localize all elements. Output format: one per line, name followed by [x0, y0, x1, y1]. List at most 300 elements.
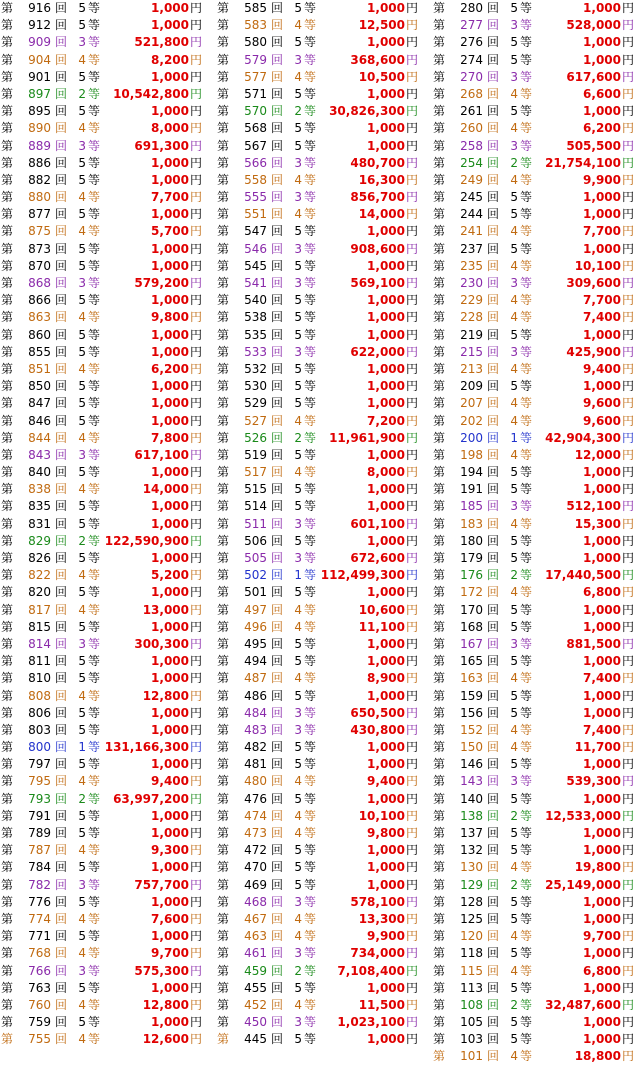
- draw-number: 170: [460, 602, 483, 617]
- yen-marker: 円: [406, 447, 419, 462]
- result-row: [433, 275, 637, 292]
- prize-amount: 1,000: [367, 86, 405, 101]
- result-row: [1, 69, 205, 86]
- prize-grade: 5: [510, 911, 518, 926]
- yen-marker: 円: [406, 568, 419, 583]
- draw-number: 766: [28, 963, 51, 978]
- kai-marker: 回: [55, 104, 68, 119]
- kai-marker: 回: [55, 396, 68, 411]
- tou-marker: 等: [304, 310, 317, 325]
- result-row: [1, 120, 205, 137]
- tou-marker: 等: [304, 430, 317, 445]
- prize-amount: 9,700: [151, 946, 189, 961]
- draw-number: 455: [244, 980, 267, 995]
- tou-marker: 等: [88, 482, 101, 497]
- prize-amount: 1,000: [367, 654, 405, 669]
- prize-grade: 4: [510, 585, 518, 600]
- prize-amount: 691,300: [134, 138, 189, 153]
- draw-number: 530: [244, 379, 267, 394]
- draw-number: 793: [28, 791, 51, 806]
- tou-marker: 等: [520, 894, 533, 909]
- yen-marker: 円: [406, 757, 419, 772]
- prize-amount: 569,100: [350, 276, 405, 290]
- draw-number: 555: [244, 190, 267, 205]
- dai-prefix: 第: [1, 929, 14, 944]
- tou-marker: 等: [520, 860, 533, 875]
- tou-marker: 等: [88, 860, 101, 875]
- result-row: [433, 155, 637, 172]
- prize-amount: 1,000: [367, 791, 405, 806]
- yen-marker: 円: [190, 791, 203, 806]
- tou-marker: 等: [88, 241, 101, 256]
- prize-grade: 5: [294, 860, 302, 875]
- prize-grade: 5: [294, 447, 302, 462]
- tou-marker: 等: [304, 585, 317, 600]
- prize-grade: 3: [294, 551, 302, 565]
- prize-grade: 3: [78, 636, 86, 651]
- result-row: [1, 653, 205, 670]
- result-row: [433, 395, 637, 412]
- prize-amount: 8,200: [151, 52, 189, 67]
- tou-marker: 等: [520, 310, 533, 325]
- result-row: [433, 241, 637, 258]
- draw-number: 244: [460, 207, 483, 222]
- result-row: [433, 911, 637, 928]
- tou-marker: 等: [88, 344, 101, 359]
- yen-marker: 円: [406, 929, 419, 944]
- draw-number: 789: [28, 826, 51, 840]
- kai-marker: 回: [55, 877, 68, 892]
- tou-marker: 等: [520, 1032, 533, 1047]
- kai-marker: 回: [487, 705, 500, 720]
- prize-grade: 5: [294, 361, 302, 376]
- prize-grade: 4: [294, 911, 302, 926]
- tou-marker: 等: [88, 379, 101, 394]
- result-row: [217, 103, 421, 120]
- kai-marker: 回: [55, 121, 68, 136]
- yen-marker: 円: [622, 499, 635, 514]
- kai-marker: 回: [271, 52, 284, 67]
- draw-number: 474: [244, 808, 267, 823]
- dai-prefix: 第: [217, 361, 230, 376]
- kai-marker: 回: [487, 929, 500, 944]
- prize-amount: 650,500: [350, 705, 405, 720]
- dai-prefix: 第: [1, 946, 14, 961]
- yen-marker: 円: [622, 533, 635, 548]
- tou-marker: 等: [304, 997, 317, 1012]
- prize-amount: 1,000: [583, 791, 621, 806]
- dai-prefix: 第: [433, 344, 446, 359]
- tou-marker: 等: [520, 568, 533, 583]
- prize-amount: 1,000: [367, 396, 405, 411]
- dai-prefix: 第: [1, 69, 14, 84]
- draw-number: 183: [460, 516, 483, 531]
- yen-marker: 円: [190, 430, 203, 445]
- result-row: [217, 550, 421, 567]
- dai-prefix: 第: [433, 499, 446, 514]
- kai-marker: 回: [487, 774, 500, 789]
- tou-marker: 等: [520, 929, 533, 944]
- draw-number: 115: [460, 963, 483, 978]
- yen-marker: 円: [406, 1015, 419, 1030]
- draw-number: 140: [460, 791, 483, 806]
- prize-amount: 617,600: [566, 69, 621, 84]
- kai-marker: 回: [487, 499, 500, 514]
- prize-amount: 1,000: [367, 1, 405, 15]
- kai-marker: 回: [271, 533, 284, 548]
- dai-prefix: 第: [433, 361, 446, 376]
- draw-number: 843: [28, 447, 51, 462]
- kai-marker: 回: [55, 69, 68, 84]
- tou-marker: 等: [520, 465, 533, 480]
- yen-marker: 円: [190, 774, 203, 789]
- dai-prefix: 第: [1, 722, 14, 737]
- prize-amount: 7,400: [583, 671, 621, 686]
- tou-marker: 等: [520, 826, 533, 840]
- draw-number: 167: [460, 636, 483, 651]
- prize-grade: 5: [78, 1, 86, 15]
- prize-grade: 5: [78, 516, 86, 531]
- prize-grade: 5: [78, 722, 86, 737]
- yen-marker: 円: [406, 465, 419, 480]
- kai-marker: 回: [271, 344, 284, 359]
- result-row: [433, 670, 637, 687]
- yen-marker: 円: [622, 877, 635, 892]
- draw-number: 912: [28, 18, 51, 33]
- prize-amount: 9,800: [367, 826, 405, 840]
- dai-prefix: 第: [217, 877, 230, 892]
- result-row: [1, 413, 205, 430]
- prize-grade: 4: [510, 860, 518, 875]
- prize-grade: 5: [78, 396, 86, 411]
- draw-number: 277: [460, 18, 483, 33]
- prize-grade: 3: [294, 344, 302, 359]
- tou-marker: 等: [88, 585, 101, 600]
- tou-marker: 等: [304, 396, 317, 411]
- dai-prefix: 第: [217, 447, 230, 462]
- dai-prefix: 第: [217, 104, 230, 119]
- dai-prefix: 第: [433, 568, 446, 583]
- kai-marker: 回: [271, 413, 284, 428]
- dai-prefix: 第: [1, 843, 14, 858]
- prize-amount: 622,000: [350, 344, 405, 359]
- prize-amount: 1,000: [367, 482, 405, 497]
- prize-grade: 4: [78, 843, 86, 858]
- prize-amount: 13,000: [142, 602, 189, 617]
- draw-number: 470: [244, 860, 267, 875]
- kai-marker: 回: [487, 980, 500, 995]
- draw-number: 514: [244, 499, 267, 514]
- draw-number: 198: [460, 447, 483, 462]
- dai-prefix: 第: [433, 774, 446, 789]
- prize-grade: 5: [510, 465, 518, 480]
- prize-amount: 9,400: [151, 774, 189, 789]
- draw-number: 545: [244, 258, 267, 273]
- yen-marker: 円: [622, 190, 635, 205]
- kai-marker: 回: [271, 258, 284, 273]
- prize-amount: 6,600: [583, 86, 621, 101]
- kai-marker: 回: [271, 997, 284, 1012]
- tou-marker: 等: [88, 18, 101, 33]
- yen-marker: 円: [190, 585, 203, 600]
- dai-prefix: 第: [217, 172, 230, 187]
- tou-marker: 等: [304, 843, 317, 858]
- yen-marker: 円: [190, 482, 203, 497]
- tou-marker: 等: [88, 757, 101, 772]
- draw-number: 445: [244, 1032, 267, 1047]
- prize-grade: 3: [294, 190, 302, 205]
- prize-grade: 3: [510, 69, 518, 84]
- draw-number: 815: [28, 619, 51, 634]
- result-row: [1, 705, 205, 722]
- prize-amount: 1,000: [151, 808, 189, 823]
- prize-grade: 5: [510, 1015, 518, 1030]
- prize-grade: 4: [510, 121, 518, 136]
- yen-marker: 円: [190, 447, 203, 462]
- kai-marker: 回: [487, 791, 500, 806]
- tou-marker: 等: [520, 52, 533, 67]
- result-row: [1, 963, 205, 980]
- prize-amount: 112,499,300: [320, 568, 405, 583]
- draw-number: 268: [460, 86, 483, 101]
- prize-grade: 4: [78, 688, 86, 703]
- prize-grade: 3: [510, 774, 518, 789]
- yen-marker: 円: [406, 190, 419, 205]
- draw-number: 787: [28, 843, 51, 858]
- tou-marker: 等: [520, 551, 533, 565]
- yen-marker: 円: [622, 808, 635, 823]
- result-row: [217, 980, 421, 997]
- dai-prefix: 第: [217, 52, 230, 67]
- result-row: [217, 773, 421, 790]
- yen-marker: 円: [406, 654, 419, 669]
- result-row: [1, 619, 205, 636]
- yen-marker: 円: [406, 379, 419, 394]
- prize-grade: 3: [78, 35, 86, 50]
- tou-marker: 等: [304, 190, 317, 205]
- tou-marker: 等: [88, 104, 101, 119]
- result-row: [433, 550, 637, 567]
- result-row: [433, 413, 637, 430]
- kai-marker: 回: [55, 602, 68, 617]
- dai-prefix: 第: [433, 258, 446, 273]
- result-row: [1, 86, 205, 103]
- kai-marker: 回: [271, 327, 284, 342]
- dai-prefix: 第: [217, 602, 230, 617]
- draw-number: 494: [244, 654, 267, 669]
- draw-number: 480: [244, 774, 267, 789]
- prize-grade: 5: [294, 379, 302, 394]
- result-row: [433, 258, 637, 275]
- dai-prefix: 第: [433, 1032, 446, 1047]
- result-row: [1, 447, 205, 464]
- prize-grade: 5: [78, 671, 86, 686]
- kai-marker: 回: [487, 344, 500, 359]
- dai-prefix: 第: [1, 52, 14, 67]
- draw-number: 473: [244, 826, 267, 840]
- yen-marker: 円: [190, 843, 203, 858]
- prize-amount: 1,000: [151, 293, 189, 308]
- draw-number: 496: [244, 619, 267, 634]
- prize-grade: 5: [78, 705, 86, 720]
- result-row: [217, 894, 421, 911]
- prize-grade: 4: [294, 671, 302, 686]
- result-row: [217, 223, 421, 240]
- yen-marker: 円: [190, 877, 203, 892]
- tou-marker: 等: [520, 413, 533, 428]
- prize-grade: 4: [510, 516, 518, 531]
- prize-grade: 5: [510, 705, 518, 720]
- draw-number: 505: [244, 551, 267, 565]
- prize-amount: 575,300: [134, 963, 189, 978]
- draw-number: 855: [28, 344, 51, 359]
- prize-amount: 9,800: [151, 310, 189, 325]
- kai-marker: 回: [487, 602, 500, 617]
- draw-number: 254: [460, 155, 483, 170]
- yen-marker: 円: [406, 619, 419, 634]
- dai-prefix: 第: [433, 396, 446, 411]
- yen-marker: 円: [622, 327, 635, 342]
- prize-grade: 3: [294, 946, 302, 961]
- draw-number: 774: [28, 911, 51, 926]
- result-row: [217, 52, 421, 69]
- yen-marker: 円: [406, 35, 419, 50]
- result-row: [433, 533, 637, 550]
- tou-marker: 等: [88, 155, 101, 170]
- dai-prefix: 第: [1, 104, 14, 119]
- tou-marker: 等: [304, 361, 317, 376]
- prize-amount: 1,000: [367, 379, 405, 394]
- kai-marker: 回: [55, 379, 68, 394]
- yen-marker: 円: [622, 929, 635, 944]
- dai-prefix: 第: [217, 997, 230, 1012]
- draw-number: 137: [460, 826, 483, 840]
- prize-amount: 16,300: [358, 172, 405, 187]
- kai-marker: 回: [55, 18, 68, 33]
- yen-marker: 円: [190, 997, 203, 1012]
- prize-grade: 3: [294, 241, 302, 256]
- draw-number: 868: [28, 276, 51, 290]
- tou-marker: 等: [88, 911, 101, 926]
- tou-marker: 等: [304, 877, 317, 892]
- yen-marker: 円: [622, 121, 635, 136]
- prize-amount: 672,600: [350, 551, 405, 565]
- dai-prefix: 第: [1, 1032, 14, 1047]
- dai-prefix: 第: [433, 190, 446, 205]
- yen-marker: 円: [406, 499, 419, 514]
- kai-marker: 回: [55, 293, 68, 308]
- results-column-1: [1, 0, 205, 1048]
- dai-prefix: 第: [1, 121, 14, 136]
- prize-amount: 521,800: [134, 35, 189, 50]
- prize-grade: 4: [294, 774, 302, 789]
- draw-number: 526: [244, 430, 267, 445]
- result-row: [433, 498, 637, 515]
- draw-number: 280: [460, 1, 483, 15]
- prize-amount: 1,000: [367, 1032, 405, 1047]
- result-row: [217, 378, 421, 395]
- result-row: [433, 0, 637, 17]
- prize-grade: 4: [294, 808, 302, 823]
- prize-amount: 9,700: [583, 929, 621, 944]
- kai-marker: 回: [271, 104, 284, 119]
- result-row: [1, 103, 205, 120]
- prize-grade: 5: [78, 104, 86, 119]
- kai-marker: 回: [55, 843, 68, 858]
- kai-marker: 回: [55, 258, 68, 273]
- yen-marker: 円: [622, 138, 635, 153]
- draw-number: 202: [460, 413, 483, 428]
- result-row: [217, 275, 421, 292]
- tou-marker: 等: [304, 413, 317, 428]
- draw-number: 482: [244, 740, 267, 755]
- dai-prefix: 第: [1, 619, 14, 634]
- draw-number: 817: [28, 602, 51, 617]
- prize-grade: 5: [78, 654, 86, 669]
- result-row: [1, 464, 205, 481]
- result-row: [433, 945, 637, 962]
- kai-marker: 回: [271, 551, 284, 565]
- kai-marker: 回: [55, 980, 68, 995]
- prize-amount: 1,000: [367, 224, 405, 239]
- tou-marker: 等: [88, 293, 101, 308]
- result-row: [433, 756, 637, 773]
- kai-marker: 回: [271, 224, 284, 239]
- yen-marker: 円: [622, 276, 635, 290]
- yen-marker: 円: [406, 774, 419, 789]
- draw-number: 800: [28, 740, 51, 755]
- yen-marker: 円: [190, 344, 203, 359]
- tou-marker: 等: [520, 207, 533, 222]
- dai-prefix: 第: [217, 843, 230, 858]
- yen-marker: 円: [190, 1032, 203, 1047]
- result-row: [217, 859, 421, 876]
- yen-marker: 円: [190, 654, 203, 669]
- kai-marker: 回: [271, 705, 284, 720]
- draw-number: 132: [460, 843, 483, 858]
- prize-grade: 4: [510, 722, 518, 737]
- dai-prefix: 第: [433, 310, 446, 325]
- yen-marker: 円: [406, 1032, 419, 1047]
- kai-marker: 回: [271, 121, 284, 136]
- yen-marker: 円: [622, 946, 635, 961]
- prize-grade: 2: [510, 155, 518, 170]
- prize-grade: 5: [78, 379, 86, 394]
- tou-marker: 等: [88, 740, 101, 755]
- yen-marker: 円: [190, 86, 203, 101]
- kai-marker: 回: [55, 757, 68, 772]
- tou-marker: 等: [304, 929, 317, 944]
- draw-number: 165: [460, 654, 483, 669]
- tou-marker: 等: [304, 980, 317, 995]
- prize-amount: 1,000: [367, 121, 405, 136]
- prize-amount: 1,000: [367, 843, 405, 858]
- result-row: [433, 963, 637, 980]
- draw-number: 806: [28, 705, 51, 720]
- dai-prefix: 第: [433, 293, 446, 308]
- tou-marker: 等: [520, 69, 533, 84]
- yen-marker: 円: [190, 516, 203, 531]
- result-row: [433, 516, 637, 533]
- dai-prefix: 第: [1, 35, 14, 50]
- tou-marker: 等: [88, 671, 101, 686]
- dai-prefix: 第: [433, 241, 446, 256]
- yen-marker: 円: [406, 688, 419, 703]
- prize-grade: 5: [78, 860, 86, 875]
- yen-marker: 円: [406, 602, 419, 617]
- tou-marker: 等: [520, 688, 533, 703]
- dai-prefix: 第: [217, 946, 230, 961]
